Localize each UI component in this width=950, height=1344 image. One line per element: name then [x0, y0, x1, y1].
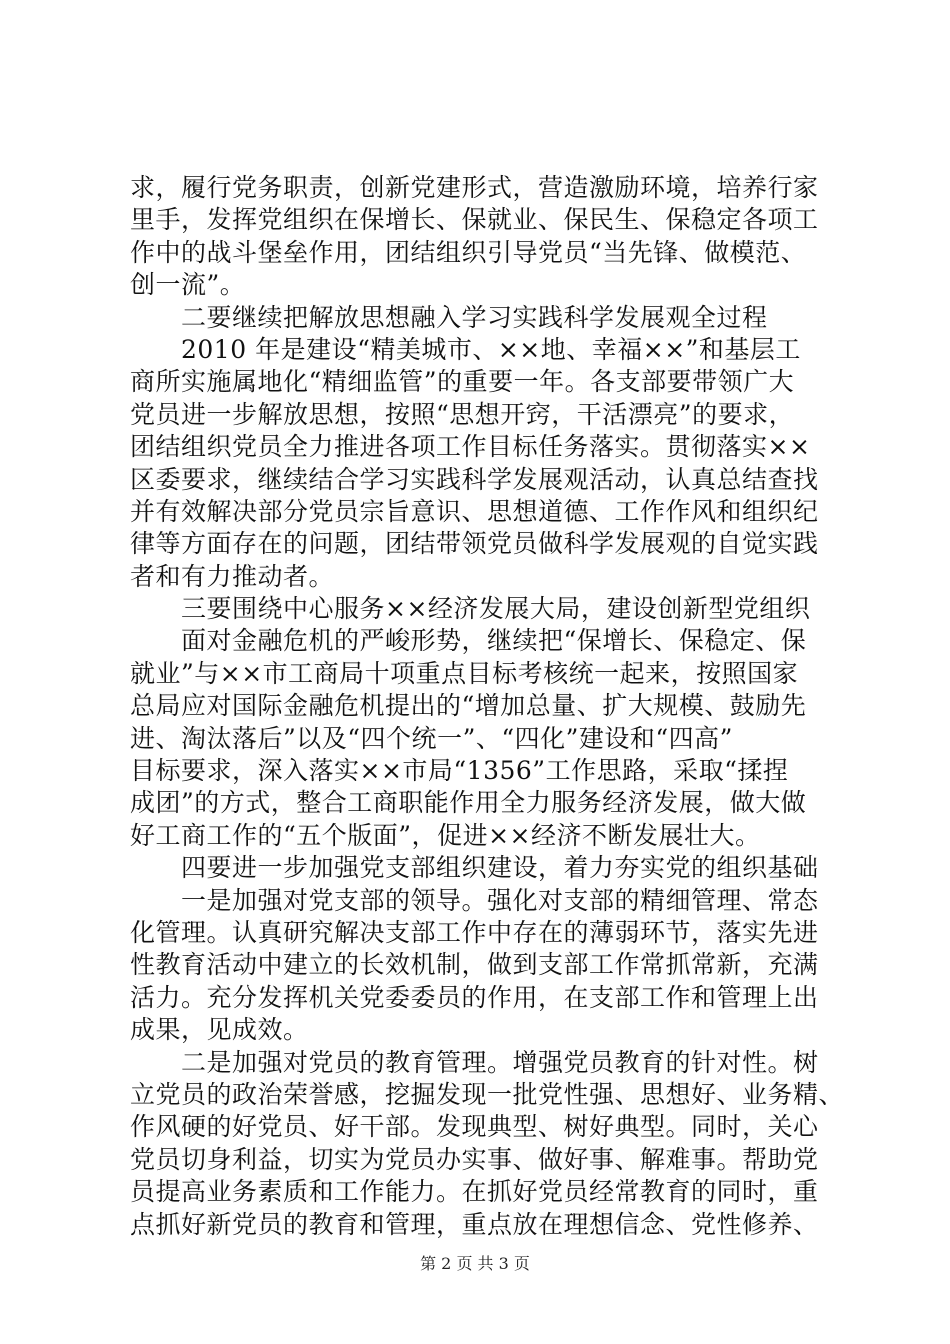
section-heading: 三要围绕中心服务××经济发展大局，建设创新型党组织 — [130, 594, 811, 624]
text-line: 里手，发挥党组织在保增长、保就业、保民生、保稳定各项工 — [130, 205, 819, 235]
text-line: 团结组织党员全力推进各项工作目标任务落实。贯彻落实×× — [130, 432, 811, 462]
text-line: 区委要求，继续结合学习实践科学发展观活动，认真总结查找 — [130, 464, 819, 494]
text-line: 化管理。认真研究解决支部工作中存在的薄弱环节，落实先进 — [130, 917, 819, 947]
text-line: 成果，见成效。 — [130, 1015, 309, 1045]
text-line: 求，履行党务职责，创新党建形式，营造激励环境，培养行家 — [130, 173, 819, 202]
text-line: 创一流”。 — [130, 270, 246, 300]
text-line: 就业”与××市工商局十项重点目标考核统一起来，按照国家 — [130, 658, 799, 688]
text-line: 党员进一步解放思想，按照“思想开窍，干活漂亮”的要求， — [130, 399, 795, 429]
text-line: 好工商工作的“五个版面”，促进××经济不断发展壮大。 — [130, 820, 761, 850]
text-line: 性教育活动中建立的长效机制，做到支部工作常抓常新，充满 — [130, 950, 819, 980]
text-line: 二是加强对党员的教育管理。增强党员教育的针对性。树 — [130, 1047, 819, 1077]
text-line: 成团”的方式，整合工商职能作用全力服务经济发展，做大做 — [130, 788, 807, 818]
text-line: 员提高业务素质和工作能力。在抓好党员经常教育的同时，重 — [130, 1177, 819, 1207]
page-footer — [0, 1251, 950, 1274]
text-line: 立党员的政治荣誉感，挖掘发现一批党性强、思想好、业务精、 — [130, 1079, 845, 1109]
text-line: 2010 年是建设“精美城市、××地、幸福××”和基层工 — [130, 334, 801, 364]
text-line: 目标要求，深入落实××市局“1356”工作思路，采取“揉捏 — [130, 756, 789, 786]
text-line: 总局应对国际金融危机提出的“增加总量、扩大规模、鼓励先 — [130, 691, 807, 721]
text-line: 党员切身利益，切实为党员办实事、做好事、解难事。帮助党 — [130, 1144, 819, 1174]
section-heading: 二要继续把解放思想融入学习实践科学发展观全过程 — [130, 302, 768, 332]
text-line: 进、淘汰落后”以及“四个统一”、“四化”建设和“四高” — [130, 723, 733, 753]
text-line: 者和有力推动者。 — [130, 561, 335, 591]
text-line: 律等方面存在的问题，团结带领党员做科学发展观的自觉实践 — [130, 529, 819, 559]
text-line: 作中的战斗堡垒作用，团结组织引导党员“当先锋、做模范、 — [130, 237, 807, 267]
page-number: 第 2 页 共 3 页 — [420, 1254, 530, 1273]
text-line: 商所实施属地化“精细监管”的重要一年。各支部要带领广大 — [130, 367, 795, 397]
text-line: 点抓好新党员的教育和管理，重点放在理想信念、党性修养、 — [130, 1209, 819, 1239]
text-line: 作风硬的好党员、好干部。发现典型、树好典型。同时，关心 — [130, 1112, 819, 1142]
text-line: 面对金融危机的严峻形势，继续把“保增长、保稳定、保 — [130, 626, 807, 656]
text-line: 一是加强对党支部的领导。强化对支部的精细管理、常态 — [130, 885, 819, 915]
text-line: 并有效解决部分党员宗旨意识、思想道德、工作作风和组织纪 — [130, 496, 819, 526]
section-heading: 四要进一步加强党支部组织建设，着力夯实党的组织基础 — [130, 853, 819, 883]
document-body — [130, 172, 845, 1241]
text-line: 活力。充分发挥机关党委委员的作用，在支部工作和管理上出 — [130, 982, 819, 1012]
